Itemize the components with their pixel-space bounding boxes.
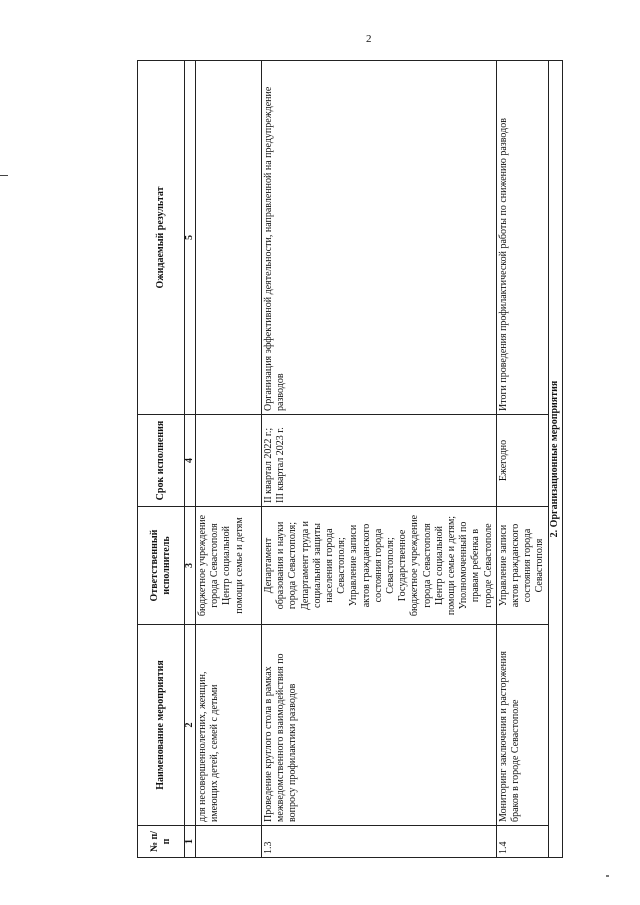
header-result: Ожидаемый результат <box>138 61 185 415</box>
row-responsible <box>496 507 548 625</box>
responsible-line: городе Севастополе <box>482 523 494 608</box>
scan-speck <box>606 875 609 877</box>
column-number: 2 <box>185 625 196 826</box>
column-number-row <box>185 61 196 858</box>
responsible-line: города Севастополя <box>209 523 221 608</box>
section-row <box>548 61 562 858</box>
plan-table <box>137 60 563 858</box>
row-name: Мониторинг заключения и расторжения браков в городе Севастополе <box>496 625 548 826</box>
row-responsible <box>196 507 262 625</box>
responsible-line: города Севастополя; <box>287 521 299 610</box>
responsible-line: помощи семье и детям <box>233 517 245 614</box>
row-term: Ежегодно <box>496 415 548 507</box>
responsible-line: Управление записи <box>348 524 360 607</box>
table-row <box>262 61 497 858</box>
row-name: Проведение круглого стола в рамках межведомственного взаимодействия по вопросу профилактики разводов <box>262 625 497 826</box>
responsible-line: Уполномоченный по <box>458 521 470 610</box>
responsible-line: актов гражданского <box>510 523 522 608</box>
responsible-line: образования и науки <box>275 521 287 610</box>
column-number: 3 <box>185 507 196 625</box>
responsible-line: бюджетное учреждение <box>197 514 208 617</box>
scan-edge-mark <box>0 175 8 176</box>
row-num <box>196 826 262 858</box>
header-responsible: Ответственный исполнитель <box>138 507 185 625</box>
page-number: 2 <box>366 33 372 45</box>
row-num: 1.3 <box>262 826 497 858</box>
column-number: 4 <box>185 415 196 507</box>
plan-table-rotated <box>137 61 607 858</box>
responsible-line: состояния города <box>522 528 534 603</box>
column-number: 5 <box>185 61 196 415</box>
header-row <box>138 61 185 858</box>
responsible-line: Севастополя; <box>385 537 397 594</box>
responsible-line: Севастополя; <box>336 537 348 594</box>
row-term: II квартал 2022 г.; III квартал 2023 г. <box>262 415 497 507</box>
table-row <box>496 61 548 858</box>
header-term: Срок исполнения <box>138 415 185 507</box>
responsible-line: актов гражданского <box>360 523 372 608</box>
responsible-line: правам ребенка в <box>470 528 482 603</box>
table-row <box>196 61 262 858</box>
row-result: Организация эффективной деятельности, направленной на предупреждение разводов <box>262 61 497 415</box>
responsible-line: социальной защиты <box>311 523 323 608</box>
responsible-line: города Севастополя <box>421 523 433 608</box>
header-num: № п/п <box>138 826 185 858</box>
responsible-line: бюджетное учреждение <box>409 514 421 617</box>
responsible-line: Центр социальной <box>221 526 233 605</box>
responsible-line: Севастополя <box>534 538 546 593</box>
responsible-line: Центр социальной <box>433 526 445 605</box>
responsible-line: Департамент труда и <box>299 520 311 611</box>
row-result: Итоги проведения профилактической работы по снижению разводов <box>496 61 548 415</box>
row-result <box>196 61 262 415</box>
row-responsible <box>262 507 497 625</box>
row-num: 1.4 <box>496 826 548 858</box>
responsible-line: Департамент <box>263 537 274 594</box>
section-title: 2. Организационные мероприятия <box>548 61 562 858</box>
row-name: для несовершеннолетних, женщин, имеющих детей, семей с детьми <box>196 625 262 826</box>
responsible-line: Государственное <box>397 529 409 602</box>
column-number: 1 <box>185 826 196 858</box>
header-name: Наименование мероприятия <box>138 625 185 826</box>
row-term <box>196 415 262 507</box>
responsible-line: состояния города <box>372 528 384 603</box>
responsible-line: помощи семье и детям; <box>446 515 458 616</box>
responsible-line: Управление записи <box>497 524 509 607</box>
responsible-line: населения города <box>324 528 336 603</box>
